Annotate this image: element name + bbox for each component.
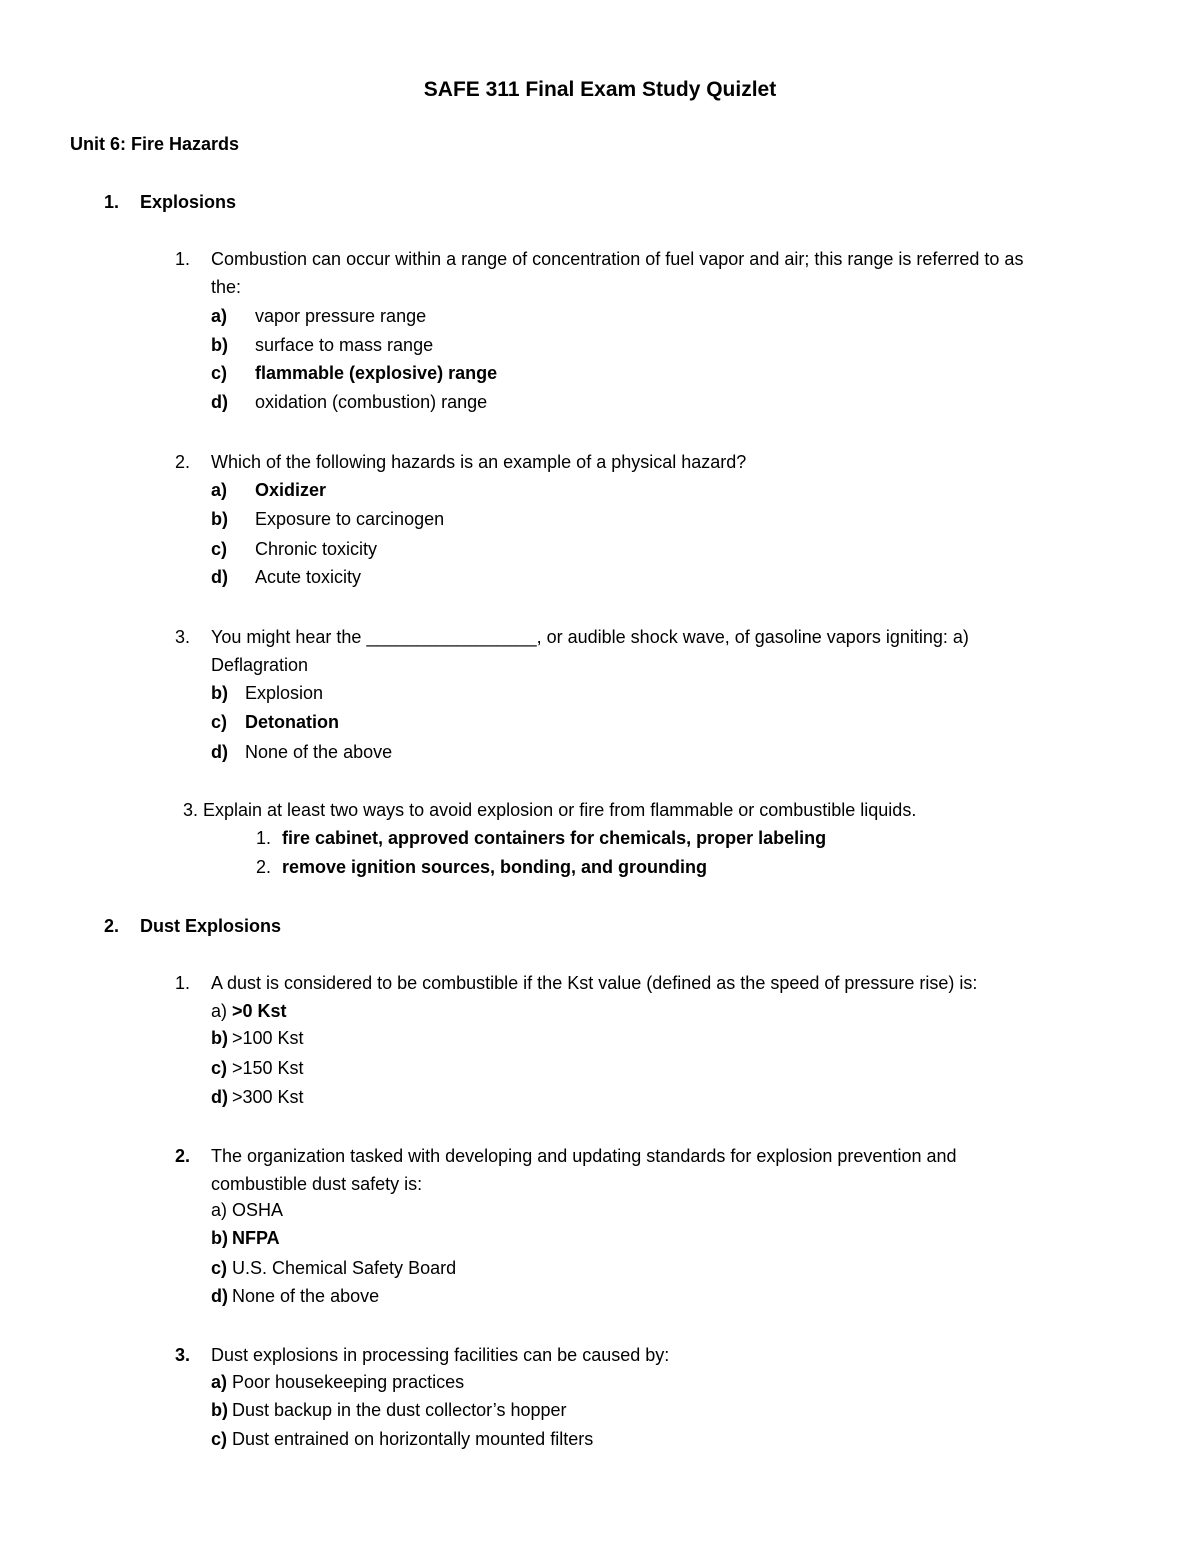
answer-number: 2. [256, 857, 272, 877]
option-letter: b) [211, 1028, 228, 1048]
answer-number: 1. [256, 828, 272, 848]
option-text: vapor pressure range [255, 306, 427, 326]
option-text: surface to mass range [255, 335, 434, 355]
question-number: 1. [175, 249, 191, 269]
option-text: >100 Kst [232, 1028, 304, 1048]
option-letter: d) [211, 392, 228, 412]
option-text: Dust entrained on horizontally mounted filters [232, 1429, 594, 1449]
option-letter: a) [211, 1372, 228, 1392]
option-letter: a) [211, 306, 228, 326]
option-text: Chronic toxicity [255, 539, 378, 559]
section-number: 2. [104, 916, 120, 936]
option-text: None of the above [245, 742, 393, 762]
question-text: The organization tasked with developing and updating standards for explosion prevention and [211, 1146, 957, 1166]
option-letter: c) [211, 1429, 228, 1449]
option-letter: d) [211, 567, 228, 587]
option-text: >300 Kst [232, 1087, 304, 1107]
option-text: OSHA [232, 1200, 284, 1220]
question-text: You might hear the _________________, or audible shock wave, of gasoline vapors igniting: a) [211, 627, 969, 647]
option-letter: b) [211, 683, 228, 703]
option-letter: d) [211, 1286, 228, 1306]
option-letter: b) [211, 1228, 228, 1248]
section-number: 1. [104, 192, 120, 212]
option-text-correct: NFPA [232, 1228, 280, 1248]
option-letter: b) [211, 509, 228, 529]
option-text: oxidation (combustion) range [255, 392, 488, 412]
option-text-correct: flammable (explosive) range [255, 363, 498, 383]
option-text-correct: >0 Kst [232, 1001, 287, 1021]
option-letter: d) [211, 1087, 228, 1107]
question-text: Combustion can occur within a range of concentration of fuel vapor and air; this range is referred to as [211, 249, 1024, 269]
question-text-cont: Deflagration [211, 655, 309, 675]
option-letter: c) [211, 712, 228, 732]
option-text: Explosion [245, 683, 324, 703]
option-text: U.S. Chemical Safety Board [232, 1258, 457, 1278]
option-text: None of the above [232, 1286, 380, 1306]
answer-text: fire cabinet, approved containers for chemicals, proper labeling [282, 828, 827, 848]
option-letter: c) [211, 1058, 228, 1078]
question-text: Dust explosions in processing facilities can be caused by: [211, 1345, 670, 1365]
option-letter: a) [211, 1200, 228, 1220]
unit-heading: Unit 6: Fire Hazards [70, 134, 240, 154]
option-text-correct: Oxidizer [255, 480, 327, 500]
option-letter: c) [211, 363, 228, 383]
answer-text: remove ignition sources, bonding, and grounding [282, 857, 708, 877]
option-letter: b) [211, 1400, 228, 1420]
option-letter: d) [211, 742, 228, 762]
option-letter: a) [211, 1001, 228, 1021]
option-text: Dust backup in the dust collector’s hopper [232, 1400, 567, 1420]
option-letter: c) [211, 539, 228, 559]
option-text-correct: Detonation [245, 712, 339, 732]
document-title: SAFE 311 Final Exam Study Quizlet [423, 78, 777, 101]
question-number: 2. [175, 452, 191, 472]
question-number: 2. [175, 1146, 191, 1166]
option-letter: a) [211, 480, 228, 500]
question-number: 3. [175, 1345, 191, 1365]
question-number: 1. [175, 973, 191, 993]
option-text: >150 Kst [232, 1058, 304, 1078]
question-text: A dust is considered to be combustible if the Kst value (defined as the speed of pressure rise) is: [211, 973, 978, 993]
section-heading: Dust Explosions [140, 916, 282, 936]
section-heading: Explosions [140, 192, 237, 212]
question-number: 3. [183, 800, 199, 820]
question-text-cont: combustible dust safety is: [211, 1174, 423, 1194]
option-text: Acute toxicity [255, 567, 362, 587]
option-text: Poor housekeeping practices [232, 1372, 465, 1392]
option-text: Exposure to carcinogen [255, 509, 445, 529]
question-number: 3. [175, 627, 191, 647]
question-text: Explain at least two ways to avoid explosion or fire from flammable or combustible liquids. [203, 800, 917, 820]
option-letter: b) [211, 335, 228, 355]
question-text-cont: the: [211, 277, 242, 297]
option-letter: c) [211, 1258, 228, 1278]
question-text: Which of the following hazards is an example of a physical hazard? [211, 452, 747, 472]
